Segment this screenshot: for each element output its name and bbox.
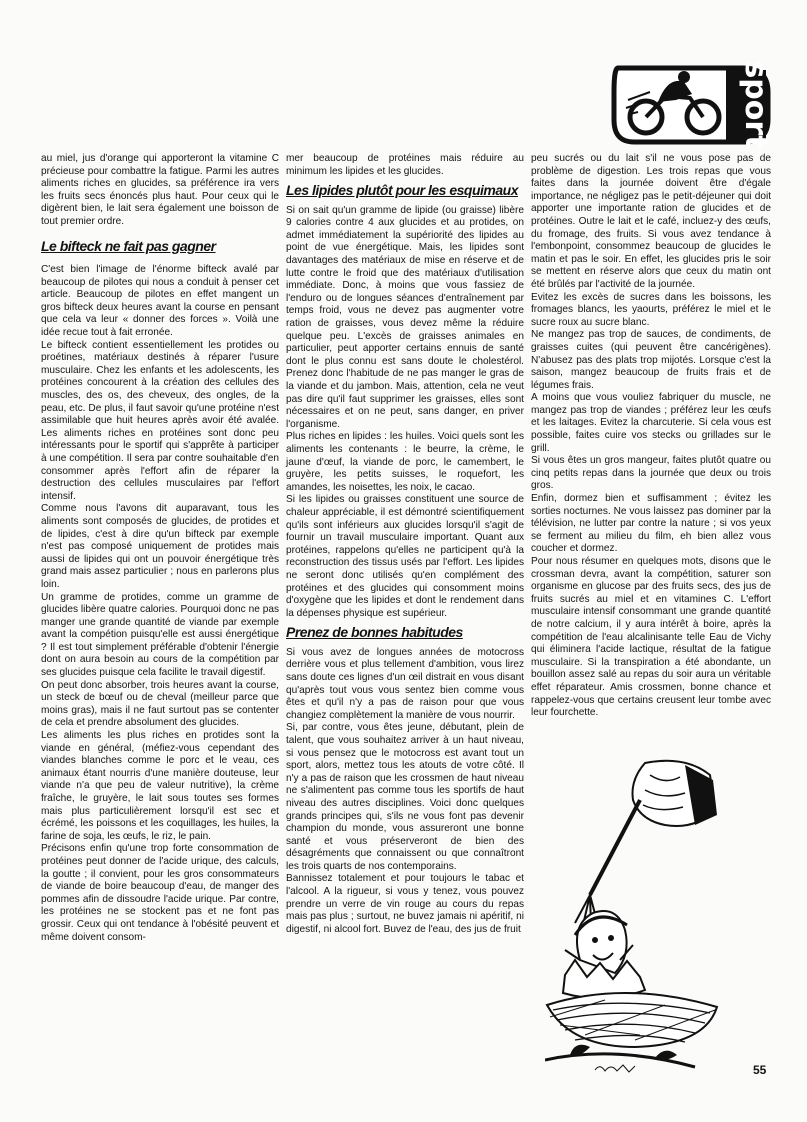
section-heading: Le bifteck ne fait pas gagner: [41, 237, 216, 254]
paragraph: Le bifteck contient essentiellement les protides ou proétines, matériaux destinés à réparer l'usure musculaire. Chez les enfants et les adolescents, les protéines concourent à la création des cellules des muscles, des os, des cheveux, des ongles, de la peau, etc. De plus, il faut savoir qu'une protéine n'est assimilable que huit heures après avoir été avalée. Les aliments riches en protéines sont donc peu intéressants pour le sportif qui s'apprête à participer à une compétition. Il sera par contre souhaitable d'en consommer après l'effort afin de réparer la destruction des cellules musculaires par l'effort intensif.: [41, 339, 279, 502]
paragraph: au miel, jus d'orange qui apporteront la vitamine C précieuse pour combattre la fatigue. Parmi les autres aliments riches en glucides, sa préférence ira vers les fruits secs énoncés plus haut. Pour ceux qui le digèrent bien, le lait sera également une boisson de tout premier ordre.: [41, 153, 279, 227]
sport-logo: [608, 62, 773, 147]
paragraph: Comme nous l'avons dit auparavant, tous les aliments sont composés de glucides, de protides et de lipides, c'est à dire qu'un bifteck par exemple n'est pas composé uniquement de protides mais aussi de lipides qui ont un pouvoir énergétique très grand mais assez particulier ; nous en parlerons plus loin.: [41, 503, 279, 590]
paragraph: Enfin, dormez bien et suffisamment ; évitez les sorties nocturnes. Ne vous laissez pas dominer par la télévision, ne lutter par contre la nature ; si vos yeux se ferment au milieu du film, eh bien allez vous coucher et dormez.: [531, 493, 771, 555]
paragraph: Si, par contre, vous êtes jeune, débutant, plein de talent, que vous souhaitez arriver à un haut niveau, si vous pensez que le motocross est avant tout un sport, alors, mettez tous les atouts de votre côté. Il n'y a pas de raison que les crossmen de haut niveau ne s'alimentent pas comme tous les sportifs de haut niveau des autres disciplines. Voici donc quelques grands principes qui, s'ils ne vous font pas devenir champion du monde, vous assureront une bonne santé et vous préserveront de bien des désagréments que connaissent ou que connaîtront les trois quarts de nos contemporains.: [286, 722, 524, 872]
paragraph: Si les lipides ou graisses constituent une source de chaleur appréciable, il est démontré scientifiquement qu'ils sont inférieurs aux glucides lorsqu'il s'agit de fournir un travail musculaire important. Quant aux protéines, rappelons qu'elles ne participent qu'à la reconstruction des tissus usés par l'effort. Les lipides ne seront donc utilisés qu'en complément des protéines et des glucides qui consomment moins d'oxygène que les lipides et dont le rendement dans la dépenses physique est supérieur.: [286, 494, 524, 619]
cartoon-illustration: [545, 755, 720, 1080]
article-column-2: [286, 153, 524, 936]
paragraph: Si vous avez de longues années de motocross derrière vous et plus tellement d'ambition, vous lirez sans doute ces lignes d'un œil distrait en vous disant qu'après tout vous vous sentez bien comme vous êtes et qu'il n'y a pas de raison pour que vous changiez complètement la manière de vous nourrir.: [286, 646, 524, 721]
paragraph: Evitez les excès de sucres dans les boissons, les fromages blancs, les yaourts, préférez le miel et le sucre roux au sucre blanc.: [531, 291, 771, 328]
article-column-3: [531, 153, 771, 720]
paragraph: A moins que vous vouliez fabriquer du muscle, ne mangez pas trop de viandes ; préférez leur les œufs et les laitages. Evitez la charcuterie. Si cela vous est possible, faites cuire vos stecks ou grillades sur le grill.: [531, 392, 771, 454]
paragraph: Si on sait qu'un gramme de lipide (ou graisse) libère 9 calories contre 4 aux glucides et au protides, on admet immédiatement la supériorité des lipides au point de vue énergétique. Mais, les lipides sont davantages des matériaux de mise en réserve et de lutte contre le froid que des matériaux d'utilisation immédiate. Donc, à moins que vous fassiez de l'enduro ou de longues séances d'entraînement par temps froid, vous ne devez pas augmenter votre ration de graisses, vous devez même la réduire quelque peu. L'excès de graisses animales en particulier, peut apporter certains ennuis de santé dont le plus connu est sans doute le cholestérol. Prenez donc l'habitude de ne pas manger le gras de la viande et du jambon. Mais, attention, cela ne veut pas dire qu'il faut supprimer les graisses, elles sont nécessaires et on ne peut, sans danger, en priver l'organisme.: [286, 204, 524, 430]
paragraph: mer beaucoup de protéines mais réduire au minimum les lipides et les glucides.: [286, 153, 524, 177]
section-heading: Prenez de bonnes habitudes: [286, 624, 463, 641]
paragraph: Pour nous résumer en quelques mots, disons que le crossman devra, avant la compétition, saturer son organisme en glucose par des fruits secs, des jus de fruits sucrés au miel et en vitamines C. L'effort musculaire intensif consommant une grande quantité de notre calcium, il y aura intérêt à boire, après la compétition de l'eau alcalinisante telle Eau de Vichy qui éliminera l'acide lactique, résultat de la fatigue musculaire. Si la transpiration a été abondante, un bouillon assez salé au repas du soir aura un véritable effet réparateur. Amis crossmen, bonne chance et rappelez-vous que certains creusent leur tombe avec leur fourchette.: [531, 556, 771, 719]
paragraph: Plus riches en lipides : les huiles. Voici quels sont les aliments les contenants : le beurre, la crème, le jaune d'œuf, la viande de porc, le camembert, le gruyère, les petits suisses, le roquefort, les amandes, les noisettes, les noix, le cacao.: [286, 431, 524, 493]
paragraph: Bannissez totalement et pour toujours le tabac et l'alcool. A la rigueur, si vous y tenez, vous pouvez prendre un verre de vin rouge au cours du repas mais pas plus ; surtout, ne buvez jamais ni apéritif, ni digestif, ni alcool fort. Buvez de l'eau, des jus de fruit: [286, 873, 524, 935]
paragraph: On peut donc absorber, trois heures avant la course, un steck de bœuf ou de cheval (meilleur parce que moins gras), mais il ne faut surtout pas se contenter de cela et prendre absolument des glucides.: [41, 679, 279, 729]
paragraph: Un gramme de protides, comme un gramme de glucides libère quatre calories. Pourquoi donc ne pas manger une grande quantité de viande par exemple avant la compétion puisqu'elle est aussi énergétique ? Il est tout simplement préférable d'obtenir l'énergie dont on aura besoin au cours de la compétition par ses glucides puisque cela facilite le travail digestif.: [41, 591, 279, 679]
paragraph: peu sucrés ou du lait s'il ne vous pose pas de problème de digestion. Les trois repas que vous faites dans la journée doivent être d'égale importance, ne négligez pas le petit-déjeuner qui doit apporter une importante ration de glucides et de protéines. Outre le lait et le café, incluez-y des œufs, du fromage, des fruits. Si vous avez tendance à l'embonpoint, consommez beaucoup de glucides le matin et pas le soir. En effet, les glucides pris le soir se mettent en réserve alors que ceux du matin ont été brûlés par l'activité de la journée.: [531, 153, 771, 290]
page-number: 55: [753, 1063, 767, 1077]
logo-text: sport: [738, 62, 773, 147]
article-column-1: [41, 153, 279, 944]
paragraph: Ne mangez pas trop de sauces, de condiments, de graisses cuites (qui peuvent être cancérigènes). N'abusez pas des plats trop mijotés. Lorsque c'est la saison, mangez beaucoup de fruits frais et de légumes frais.: [531, 329, 771, 391]
paragraph: Les aliments les plus riches en protides sont la viande en général, (méfiez-vous cependant des viandes blanches comme le porc et le veau, ces animaux étant nourris d'une manière douteuse, leur viande n'a que peu de valeur nutritive), la crème fraîche, le gruyère, le lait sous toutes ses formes mais plus particulièrement lorsqu'il est sec et écrémé, les poissons et les coquillages, les huiles, la farine de soja, les œufs, le riz, le pain.: [41, 730, 279, 842]
paragraph: C'est bien l'image de l'énorme bifteck avalé par beaucoup de pilotes qui nous a conduit à penser cet article. Beaucoup de pilotes en effet mangent un gros bifteck deux heures avant la course en pensant que cela va leur « donner des forces ». Voilà une idée recue tout à fait erronée.: [41, 264, 279, 339]
paragraph: Précisons enfin qu'une trop forte consommation de protéines peut donner de l'acide urique, des calculs, la goutte ; il convient, pour les gros consommateurs de viande de boire beaucoup d'eau, de manger des pommes afin de dissoudre l'acide urique. Par contre, les protéines ne se stockent pas et ne font pas grossir. Ceux qui ont tendance à l'obésité peuvent et même doivent consom-: [41, 843, 279, 943]
paragraph: Si vous êtes un gros mangeur, faites plutôt quatre ou cinq petits repas dans la journée que deux ou trois gros.: [531, 455, 771, 492]
section-heading: Les lipides plutôt pour les esquimaux: [286, 182, 518, 199]
